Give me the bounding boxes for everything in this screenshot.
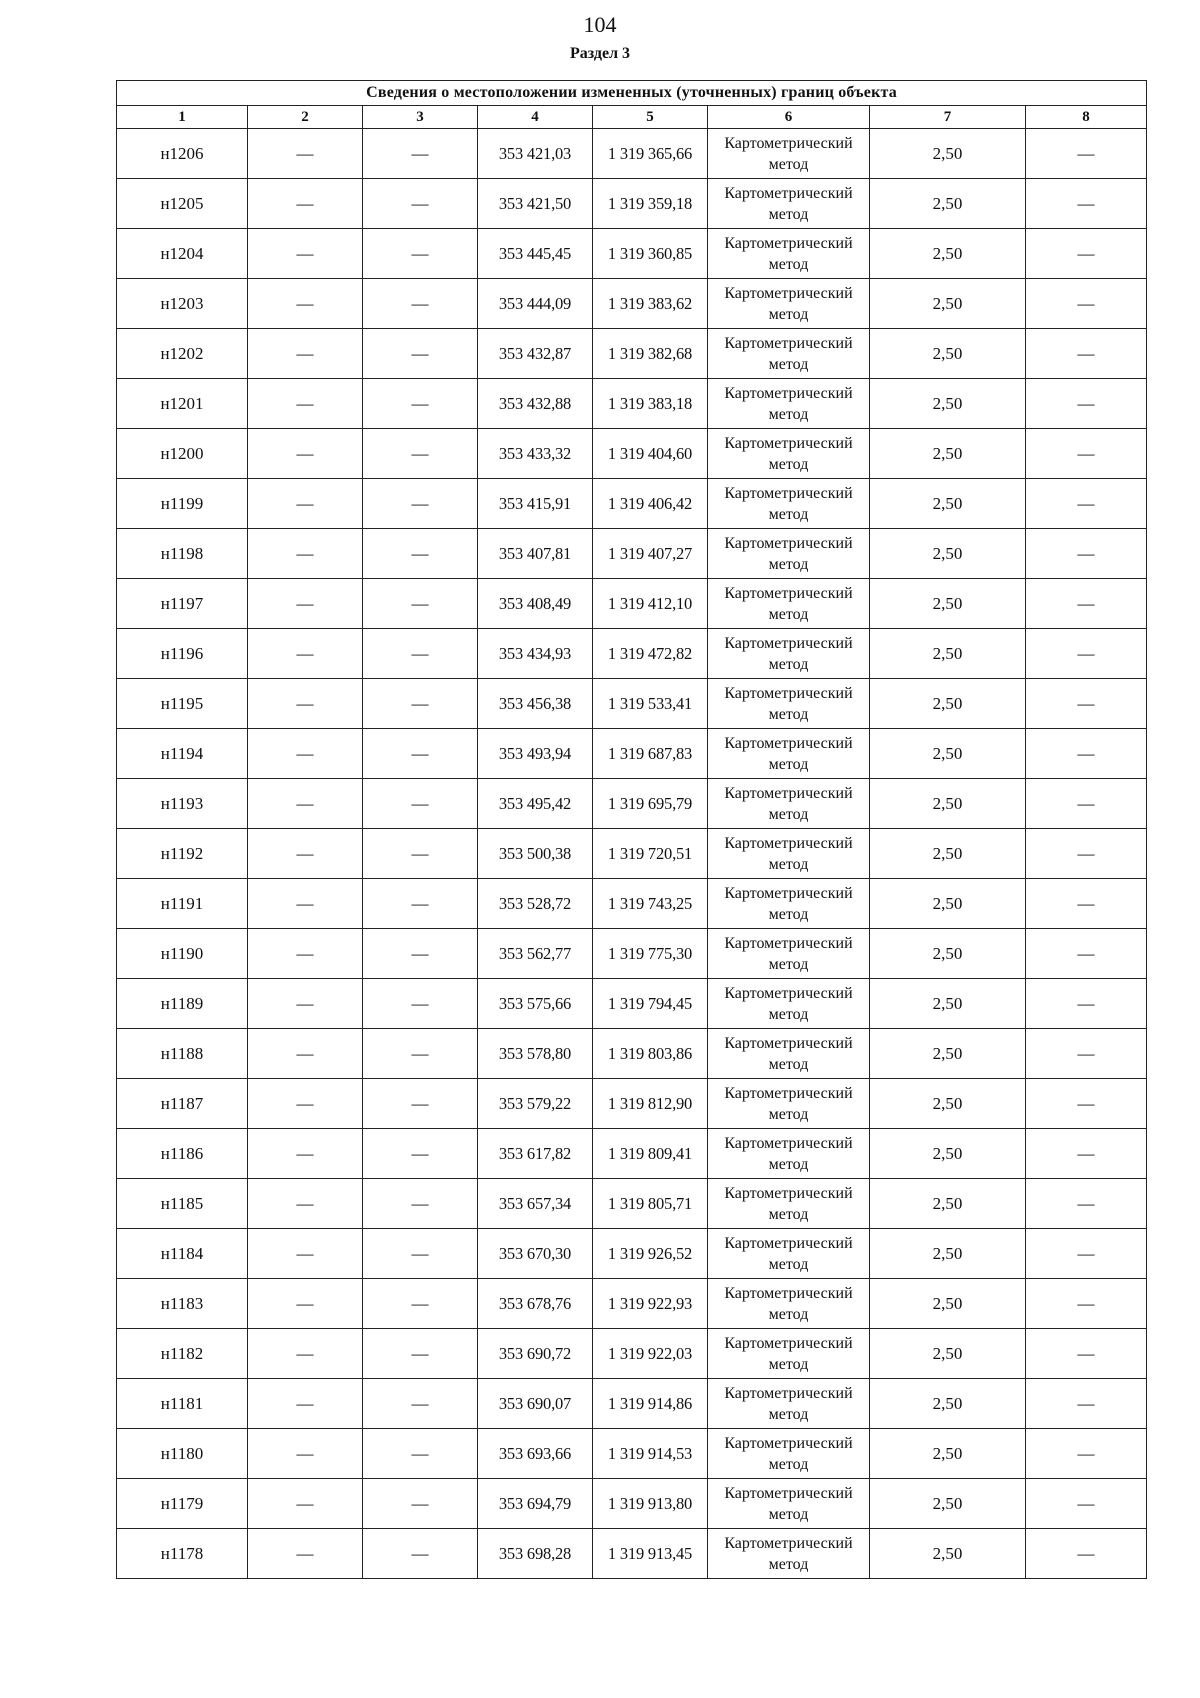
- accuracy-cell: 2,50: [870, 629, 1026, 679]
- col3-cell: —: [363, 1529, 478, 1579]
- col8-cell: —: [1026, 929, 1147, 979]
- y-coordinate-cell: 1 319 412,10: [593, 579, 708, 629]
- col8-cell: —: [1026, 829, 1147, 879]
- table-caption: Сведения о местоположении измененных (уточненных) границ объекта: [117, 81, 1147, 106]
- col8-cell: —: [1026, 1329, 1147, 1379]
- column-number-row: [117, 106, 1147, 129]
- col2-cell: —: [248, 1429, 363, 1479]
- y-coordinate-cell: 1 319 406,42: [593, 479, 708, 529]
- col2-cell: —: [248, 579, 363, 629]
- x-coordinate-cell: 353 408,49: [478, 579, 593, 629]
- table-row: [117, 479, 1147, 529]
- page-number: 104: [583, 12, 617, 37]
- method-cell: Картометрический метод: [708, 1379, 870, 1429]
- point-name-cell: н1180: [117, 1429, 248, 1479]
- col2-cell: —: [248, 1079, 363, 1129]
- x-coordinate-cell: 353 407,81: [478, 529, 593, 579]
- accuracy-cell: 2,50: [870, 1379, 1026, 1429]
- x-coordinate-cell: 353 657,34: [478, 1179, 593, 1229]
- method-cell: Картометрический метод: [708, 1529, 870, 1579]
- col8-cell: —: [1026, 1529, 1147, 1579]
- col3-cell: —: [363, 1229, 478, 1279]
- x-coordinate-cell: 353 421,03: [478, 129, 593, 179]
- col8-cell: —: [1026, 279, 1147, 329]
- accuracy-cell: 2,50: [870, 929, 1026, 979]
- table-row: [117, 1529, 1147, 1579]
- x-coordinate-cell: 353 562,77: [478, 929, 593, 979]
- col2-cell: —: [248, 1229, 363, 1279]
- point-name-cell: н1192: [117, 829, 248, 879]
- method-cell: Картометрический метод: [708, 729, 870, 779]
- method-cell: Картометрический метод: [708, 1229, 870, 1279]
- accuracy-cell: 2,50: [870, 1179, 1026, 1229]
- accuracy-cell: 2,50: [870, 1279, 1026, 1329]
- table-row: [117, 279, 1147, 329]
- accuracy-cell: 2,50: [870, 279, 1026, 329]
- method-cell: Картометрический метод: [708, 1479, 870, 1529]
- col2-cell: —: [248, 1029, 363, 1079]
- y-coordinate-cell: 1 319 472,82: [593, 629, 708, 679]
- col3-cell: —: [363, 1429, 478, 1479]
- x-coordinate-cell: 353 678,76: [478, 1279, 593, 1329]
- method-cell: Картометрический метод: [708, 1279, 870, 1329]
- table-row: [117, 929, 1147, 979]
- accuracy-cell: 2,50: [870, 1129, 1026, 1179]
- method-cell: Картометрический метод: [708, 629, 870, 679]
- accuracy-cell: 2,50: [870, 1029, 1026, 1079]
- accuracy-cell: 2,50: [870, 379, 1026, 429]
- col2-cell: —: [248, 1129, 363, 1179]
- y-coordinate-cell: 1 319 926,52: [593, 1229, 708, 1279]
- table-row: [117, 629, 1147, 679]
- y-coordinate-cell: 1 319 805,71: [593, 1179, 708, 1229]
- col3-cell: —: [363, 1379, 478, 1429]
- accuracy-cell: 2,50: [870, 1329, 1026, 1379]
- accuracy-cell: 2,50: [870, 1229, 1026, 1279]
- point-name-cell: н1187: [117, 1079, 248, 1129]
- y-coordinate-cell: 1 319 382,68: [593, 329, 708, 379]
- x-coordinate-cell: 353 445,45: [478, 229, 593, 279]
- y-coordinate-cell: 1 319 914,86: [593, 1379, 708, 1429]
- table-row: [117, 529, 1147, 579]
- col3-cell: —: [363, 329, 478, 379]
- section-title: Раздел 3: [569, 45, 631, 62]
- accuracy-cell: 2,50: [870, 979, 1026, 1029]
- x-coordinate-cell: 353 444,09: [478, 279, 593, 329]
- y-coordinate-cell: 1 319 922,03: [593, 1329, 708, 1379]
- x-coordinate-cell: 353 617,82: [478, 1129, 593, 1179]
- x-coordinate-cell: 353 578,80: [478, 1029, 593, 1079]
- point-name-cell: н1188: [117, 1029, 248, 1079]
- col8-cell: —: [1026, 379, 1147, 429]
- point-name-cell: н1195: [117, 679, 248, 729]
- col2-cell: —: [248, 1529, 363, 1579]
- point-name-cell: н1182: [117, 1329, 248, 1379]
- y-coordinate-cell: 1 319 794,45: [593, 979, 708, 1029]
- col8-cell: —: [1026, 1179, 1147, 1229]
- y-coordinate-cell: 1 319 359,18: [593, 179, 708, 229]
- col8-cell: —: [1026, 1429, 1147, 1479]
- col8-cell: —: [1026, 879, 1147, 929]
- col3-cell: —: [363, 429, 478, 479]
- method-cell: Картометрический метод: [708, 479, 870, 529]
- x-coordinate-cell: 353 579,22: [478, 1079, 593, 1129]
- col3-cell: —: [363, 1179, 478, 1229]
- col3-cell: —: [363, 879, 478, 929]
- table-row: [117, 679, 1147, 729]
- table-row: [117, 1479, 1147, 1529]
- col2-cell: —: [248, 679, 363, 729]
- method-cell: Картометрический метод: [708, 879, 870, 929]
- method-cell: Картометрический метод: [708, 1129, 870, 1179]
- accuracy-cell: 2,50: [870, 179, 1026, 229]
- y-coordinate-cell: 1 319 803,86: [593, 1029, 708, 1079]
- col3-cell: —: [363, 829, 478, 879]
- x-coordinate-cell: 353 693,66: [478, 1429, 593, 1479]
- table-row: [117, 879, 1147, 929]
- col8-cell: —: [1026, 429, 1147, 479]
- point-name-cell: н1194: [117, 729, 248, 779]
- y-coordinate-cell: 1 319 365,66: [593, 129, 708, 179]
- col8-cell: —: [1026, 629, 1147, 679]
- col8-cell: —: [1026, 529, 1147, 579]
- col3-cell: —: [363, 1479, 478, 1529]
- col2-cell: —: [248, 929, 363, 979]
- col3-cell: —: [363, 1129, 478, 1179]
- col2-cell: —: [248, 129, 363, 179]
- method-cell: Картометрический метод: [708, 429, 870, 479]
- point-name-cell: н1185: [117, 1179, 248, 1229]
- x-coordinate-cell: 353 432,87: [478, 329, 593, 379]
- point-name-cell: н1179: [117, 1479, 248, 1529]
- col3-cell: —: [363, 479, 478, 529]
- col3-cell: —: [363, 729, 478, 779]
- method-cell: Картометрический метод: [708, 829, 870, 879]
- accuracy-cell: 2,50: [870, 1529, 1026, 1579]
- col3-cell: —: [363, 1029, 478, 1079]
- method-cell: Картометрический метод: [708, 1179, 870, 1229]
- col3-cell: —: [363, 179, 478, 229]
- method-cell: Картометрический метод: [708, 329, 870, 379]
- column-number: 4: [478, 106, 593, 129]
- y-coordinate-cell: 1 319 914,53: [593, 1429, 708, 1479]
- accuracy-cell: 2,50: [870, 779, 1026, 829]
- y-coordinate-cell: 1 319 383,62: [593, 279, 708, 329]
- table-row: [117, 1429, 1147, 1479]
- x-coordinate-cell: 353 434,93: [478, 629, 593, 679]
- y-coordinate-cell: 1 319 383,18: [593, 379, 708, 429]
- table-row: [117, 329, 1147, 379]
- y-coordinate-cell: 1 319 533,41: [593, 679, 708, 729]
- col8-cell: —: [1026, 129, 1147, 179]
- col8-cell: —: [1026, 329, 1147, 379]
- point-name-cell: н1181: [117, 1379, 248, 1429]
- y-coordinate-cell: 1 319 809,41: [593, 1129, 708, 1179]
- method-cell: Картометрический метод: [708, 279, 870, 329]
- point-name-cell: н1186: [117, 1129, 248, 1179]
- col8-cell: —: [1026, 679, 1147, 729]
- accuracy-cell: 2,50: [870, 579, 1026, 629]
- table-body: [117, 129, 1147, 1579]
- col8-cell: —: [1026, 179, 1147, 229]
- col8-cell: —: [1026, 229, 1147, 279]
- method-cell: Картометрический метод: [708, 379, 870, 429]
- col2-cell: —: [248, 279, 363, 329]
- col8-cell: —: [1026, 1029, 1147, 1079]
- col8-cell: —: [1026, 729, 1147, 779]
- col8-cell: —: [1026, 1079, 1147, 1129]
- accuracy-cell: 2,50: [870, 129, 1026, 179]
- boundary-table: [116, 80, 1147, 1579]
- col2-cell: —: [248, 179, 363, 229]
- col3-cell: —: [363, 129, 478, 179]
- accuracy-cell: 2,50: [870, 329, 1026, 379]
- method-cell: Картометрический метод: [708, 1029, 870, 1079]
- y-coordinate-cell: 1 319 743,25: [593, 879, 708, 929]
- col2-cell: —: [248, 729, 363, 779]
- y-coordinate-cell: 1 319 695,79: [593, 779, 708, 829]
- col2-cell: —: [248, 429, 363, 479]
- method-cell: Картометрический метод: [708, 179, 870, 229]
- accuracy-cell: 2,50: [870, 879, 1026, 929]
- col3-cell: —: [363, 1279, 478, 1329]
- col2-cell: —: [248, 379, 363, 429]
- accuracy-cell: 2,50: [870, 1079, 1026, 1129]
- point-name-cell: н1198: [117, 529, 248, 579]
- x-coordinate-cell: 353 500,38: [478, 829, 593, 879]
- col8-cell: —: [1026, 579, 1147, 629]
- col2-cell: —: [248, 529, 363, 579]
- col8-cell: —: [1026, 1129, 1147, 1179]
- table-row: [117, 1329, 1147, 1379]
- point-name-cell: н1189: [117, 979, 248, 1029]
- y-coordinate-cell: 1 319 913,80: [593, 1479, 708, 1529]
- col2-cell: —: [248, 229, 363, 279]
- point-name-cell: н1193: [117, 779, 248, 829]
- x-coordinate-cell: 353 690,72: [478, 1329, 593, 1379]
- col2-cell: —: [248, 779, 363, 829]
- column-number: 3: [363, 106, 478, 129]
- col3-cell: —: [363, 279, 478, 329]
- x-coordinate-cell: 353 495,42: [478, 779, 593, 829]
- point-name-cell: н1183: [117, 1279, 248, 1329]
- col8-cell: —: [1026, 1479, 1147, 1529]
- method-cell: Картометрический метод: [708, 529, 870, 579]
- column-number: 8: [1026, 106, 1147, 129]
- y-coordinate-cell: 1 319 404,60: [593, 429, 708, 479]
- method-cell: Картометрический метод: [708, 229, 870, 279]
- col3-cell: —: [363, 979, 478, 1029]
- col3-cell: —: [363, 1329, 478, 1379]
- accuracy-cell: 2,50: [870, 1429, 1026, 1479]
- table-row: [117, 1229, 1147, 1279]
- method-cell: Картометрический метод: [708, 579, 870, 629]
- method-cell: Картометрический метод: [708, 1079, 870, 1129]
- accuracy-cell: 2,50: [870, 829, 1026, 879]
- table-row: [117, 829, 1147, 879]
- x-coordinate-cell: 353 493,94: [478, 729, 593, 779]
- x-coordinate-cell: 353 575,66: [478, 979, 593, 1029]
- point-name-cell: н1206: [117, 129, 248, 179]
- col2-cell: —: [248, 1379, 363, 1429]
- col2-cell: —: [248, 1279, 363, 1329]
- table-row: [117, 129, 1147, 179]
- method-cell: Картометрический метод: [708, 1329, 870, 1379]
- method-cell: Картометрический метод: [708, 979, 870, 1029]
- accuracy-cell: 2,50: [870, 729, 1026, 779]
- accuracy-cell: 2,50: [870, 679, 1026, 729]
- y-coordinate-cell: 1 319 775,30: [593, 929, 708, 979]
- col3-cell: —: [363, 529, 478, 579]
- col3-cell: —: [363, 929, 478, 979]
- x-coordinate-cell: 353 698,28: [478, 1529, 593, 1579]
- col3-cell: —: [363, 229, 478, 279]
- point-name-cell: н1191: [117, 879, 248, 929]
- method-cell: Картометрический метод: [708, 129, 870, 179]
- col3-cell: —: [363, 629, 478, 679]
- point-name-cell: н1203: [117, 279, 248, 329]
- point-name-cell: н1184: [117, 1229, 248, 1279]
- x-coordinate-cell: 353 694,79: [478, 1479, 593, 1529]
- col2-cell: —: [248, 879, 363, 929]
- method-cell: Картометрический метод: [708, 679, 870, 729]
- table-row: [117, 1029, 1147, 1079]
- x-coordinate-cell: 353 690,07: [478, 1379, 593, 1429]
- accuracy-cell: 2,50: [870, 1479, 1026, 1529]
- y-coordinate-cell: 1 319 922,93: [593, 1279, 708, 1329]
- table-row: [117, 1379, 1147, 1429]
- y-coordinate-cell: 1 319 720,51: [593, 829, 708, 879]
- col8-cell: —: [1026, 1229, 1147, 1279]
- col3-cell: —: [363, 679, 478, 729]
- col8-cell: —: [1026, 479, 1147, 529]
- point-name-cell: н1204: [117, 229, 248, 279]
- col8-cell: —: [1026, 1379, 1147, 1429]
- col8-cell: —: [1026, 779, 1147, 829]
- table-row: [117, 379, 1147, 429]
- method-cell: Картометрический метод: [708, 1429, 870, 1479]
- col8-cell: —: [1026, 979, 1147, 1029]
- point-name-cell: н1178: [117, 1529, 248, 1579]
- column-number: 5: [593, 106, 708, 129]
- y-coordinate-cell: 1 319 812,90: [593, 1079, 708, 1129]
- y-coordinate-cell: 1 319 407,27: [593, 529, 708, 579]
- point-name-cell: н1202: [117, 329, 248, 379]
- point-name-cell: н1199: [117, 479, 248, 529]
- column-number: 1: [117, 106, 248, 129]
- y-coordinate-cell: 1 319 687,83: [593, 729, 708, 779]
- table-row: [117, 429, 1147, 479]
- col2-cell: —: [248, 1479, 363, 1529]
- x-coordinate-cell: 353 415,91: [478, 479, 593, 529]
- column-number: 7: [870, 106, 1026, 129]
- y-coordinate-cell: 1 319 913,45: [593, 1529, 708, 1579]
- col8-cell: —: [1026, 1279, 1147, 1329]
- x-coordinate-cell: 353 432,88: [478, 379, 593, 429]
- col3-cell: —: [363, 379, 478, 429]
- method-cell: Картометрический метод: [708, 929, 870, 979]
- table-row: [117, 1279, 1147, 1329]
- point-name-cell: н1196: [117, 629, 248, 679]
- col3-cell: —: [363, 1079, 478, 1129]
- table-row: [117, 179, 1147, 229]
- table-row: [117, 979, 1147, 1029]
- x-coordinate-cell: 353 421,50: [478, 179, 593, 229]
- col2-cell: —: [248, 1179, 363, 1229]
- point-name-cell: н1201: [117, 379, 248, 429]
- x-coordinate-cell: 353 670,30: [478, 1229, 593, 1279]
- col3-cell: —: [363, 579, 478, 629]
- col2-cell: —: [248, 479, 363, 529]
- x-coordinate-cell: 353 456,38: [478, 679, 593, 729]
- col2-cell: —: [248, 629, 363, 679]
- table-row: [117, 779, 1147, 829]
- x-coordinate-cell: 353 528,72: [478, 879, 593, 929]
- method-cell: Картометрический метод: [708, 779, 870, 829]
- accuracy-cell: 2,50: [870, 429, 1026, 479]
- y-coordinate-cell: 1 319 360,85: [593, 229, 708, 279]
- table-row: [117, 1179, 1147, 1229]
- table-row: [117, 1129, 1147, 1179]
- point-name-cell: н1197: [117, 579, 248, 629]
- table-row: [117, 229, 1147, 279]
- col3-cell: —: [363, 779, 478, 829]
- accuracy-cell: 2,50: [870, 229, 1026, 279]
- x-coordinate-cell: 353 433,32: [478, 429, 593, 479]
- accuracy-cell: 2,50: [870, 479, 1026, 529]
- point-name-cell: н1205: [117, 179, 248, 229]
- table-row: [117, 729, 1147, 779]
- col2-cell: —: [248, 329, 363, 379]
- point-name-cell: н1190: [117, 929, 248, 979]
- table-row: [117, 579, 1147, 629]
- col2-cell: —: [248, 1329, 363, 1379]
- col2-cell: —: [248, 979, 363, 1029]
- column-number: 6: [708, 106, 870, 129]
- column-number: 2: [248, 106, 363, 129]
- table-row: [117, 1079, 1147, 1129]
- accuracy-cell: 2,50: [870, 529, 1026, 579]
- col2-cell: —: [248, 829, 363, 879]
- point-name-cell: н1200: [117, 429, 248, 479]
